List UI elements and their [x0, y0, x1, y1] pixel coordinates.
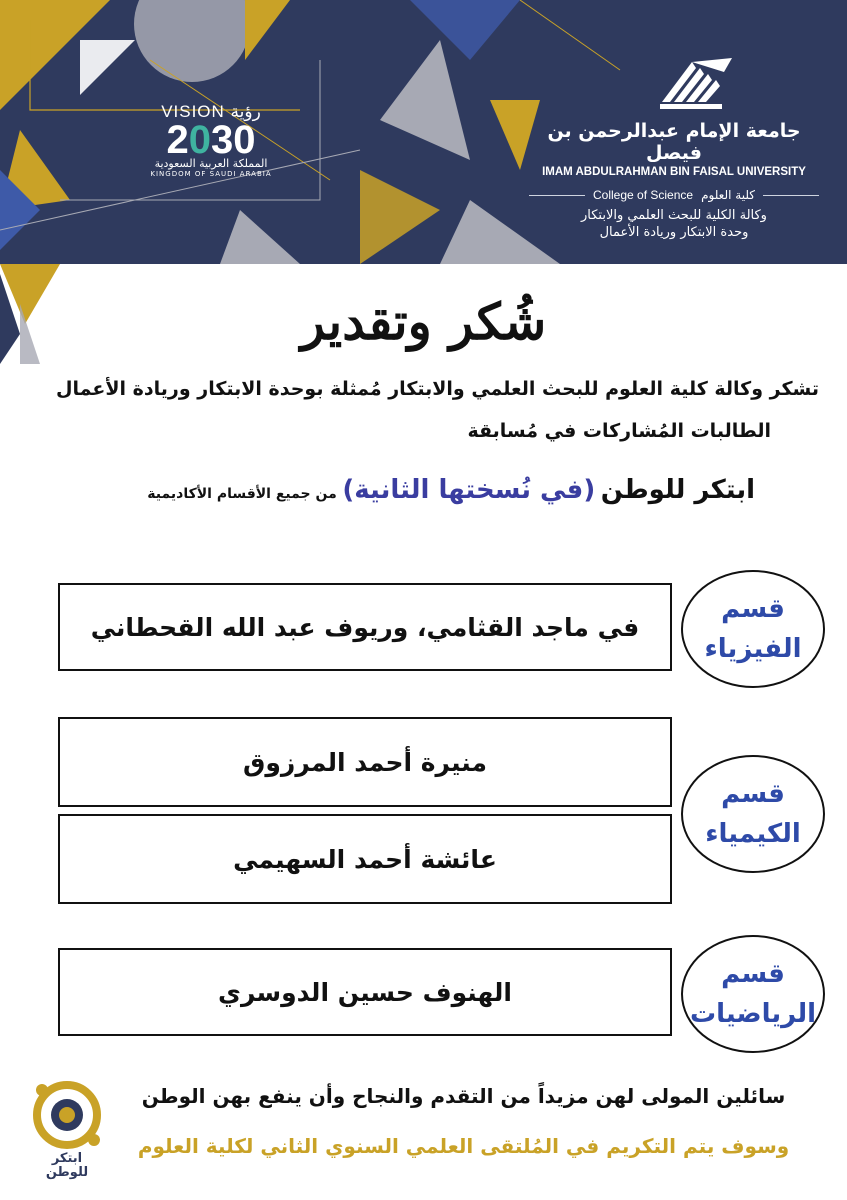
intro-line-1: تشكر وكالة كلية العلوم للبحث العلمي والابتكار مُمثلة بوحدة الابتكار وريادة الأعمال: [56, 378, 819, 400]
student-box-math: الهنوف حسين الدوسري: [58, 948, 672, 1036]
university-info: جامعة الإمام عبدالرحمن بن فيصل IMAM ABDULRAHMAN BIN FAISAL UNIVERSITY كلية العلوم College of Science وكالة الكلية للبحث العلمي والابتكار وحدة الابتكار وريادة الأعمال: [529, 120, 819, 240]
department-label-chemistry: قسم الكيمياء: [681, 755, 825, 873]
student-box-chemistry-1: منيرة أحمد المرزوق: [58, 717, 672, 807]
department-label-math: قسم الرياضيات: [681, 935, 825, 1053]
university-logo-icon: [652, 54, 734, 114]
department-label-physics: قسم الفيزياء: [681, 570, 825, 688]
competition-scope: من جميع الأقسام الأكاديمية: [147, 486, 337, 502]
ibtikar-logo-text: ابتكر للوطن: [45, 1151, 89, 1180]
competition-edition: (في نُسختها الثانية): [342, 475, 596, 505]
intro-line-2: الطالبات المُشاركات في مُسابقة: [467, 420, 771, 442]
closing-line-2: وسوف يتم التكريم في المُلتقى العلمي السنوي الثاني لكلية العلوم: [137, 1134, 790, 1158]
page-title: شُكر وتقدير: [300, 292, 547, 351]
student-box-chemistry-2: عائشة أحمد السهيمي: [58, 814, 672, 904]
competition-name: ابتكر للوطن: [600, 475, 755, 505]
student-box-physics: في ماجد القثامي، وريوف عبد الله القحطاني: [58, 583, 672, 671]
header-banner: [0, 0, 847, 264]
closing-line-1: سائلين المولى لهن مزيداً من التقدم والنجاح وأن ينفع بهن الوطن: [141, 1084, 786, 1108]
competition-line: [147, 475, 755, 505]
college-line: كلية العلوم College of Science: [529, 188, 819, 202]
vision-number: 2030: [166, 118, 256, 162]
vision-2030-logo: VISION رؤية 2030 المملكة العربية السعودية KINGDOM OF SAUDI ARABIA: [136, 102, 286, 178]
